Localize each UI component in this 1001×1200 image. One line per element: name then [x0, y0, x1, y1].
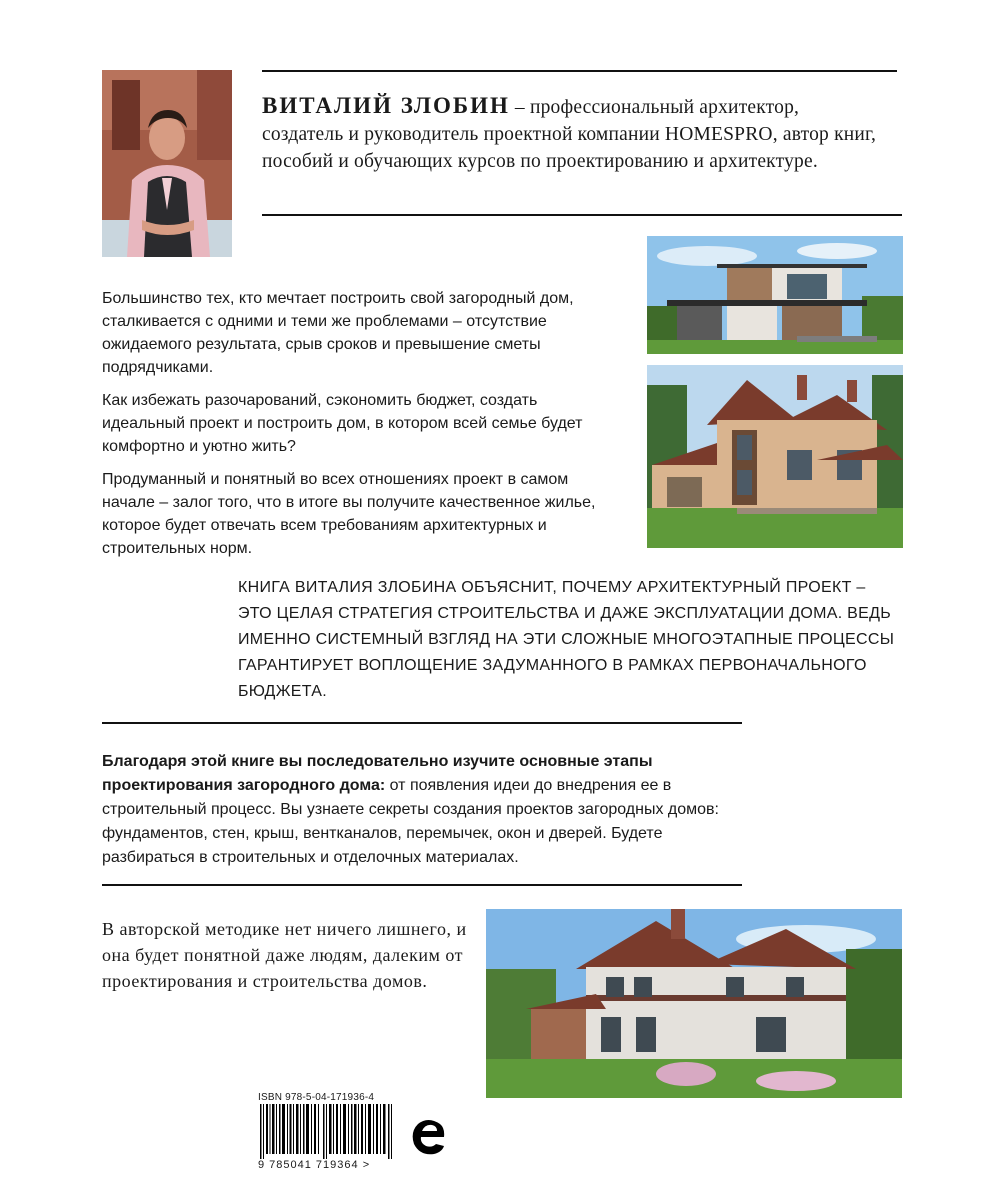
book-strategy-text: КНИГА ВИТАЛИЯ ЗЛОБИНА ОБЪЯСНИТ, ПОЧЕМУ АРХИТЕКТУРНЫЙ ПРОЕКТ – ЭТО ЦЕЛАЯ СТРАТЕГИЯ СТРОИТЕЛЬСТВА И ДАЖЕ ЭКСПЛУАТАЦИИ ДОМА. ВЕДЬ ИМЕННО СИСТЕМНЫЙ ВЗГЛЯД НА ЭТИ СЛОЖНЫЕ МНОГОЭТАПНЫЕ ПРОЦЕССЫ ГАРАНТИРУЕТ ВОПЛОЩЕНИЕ ЗАДУМАННОГО В РАМКАХ ПЕРВОНАЧАЛЬНОГО БЮДЖЕТА. — [238, 579, 895, 700]
author-name: ВИТАЛИЙ ЗЛОБИН — [262, 93, 510, 118]
intro-paragraph-2: Как избежать разочарований, сэкономить бюджет, создать идеальный проект и построить дом, в котором всей семье будет комфортно и уютно жить? — [102, 392, 583, 455]
isbn-label: ISBN 978-5-04-171936-4 — [258, 1092, 375, 1103]
barcode — [258, 1104, 396, 1159]
house-photo-two-storey — [486, 909, 902, 1098]
barcode-digits: 9 785041 719364 > — [258, 1159, 371, 1171]
house-photo-modern — [647, 236, 903, 354]
study-text-rest: от появления идеи до внедрения ее в строительный процесс. Вы узнаете секреты создания проектов загородных домов: фундаментов, стен, крыш, вентканалов, перемычек, окон и дверей. Будете разбираться в строительных и отделочных материалах. — [102, 777, 719, 866]
house-photo-classic — [647, 365, 903, 548]
study-bottom-rule — [102, 884, 742, 886]
intro-text — [102, 287, 624, 570]
study-top-rule — [102, 722, 742, 724]
top-rule — [262, 70, 897, 72]
publisher-logo — [410, 1116, 446, 1158]
bio-rule — [262, 214, 902, 216]
author-bio — [262, 92, 882, 175]
intro-paragraph-3: Продуманный и понятный во всех отношениях проект в самом начале – залог того, что в итоге вы получите качественное жилье, которое будет отвечать всем требованиям архитектурных и строительных норм. — [102, 471, 596, 557]
study-text — [102, 750, 742, 870]
author-bio-text: – профессиональный архитектор, создатель и руководитель проектной компании HOMESPRO, автор книг, пособий и обучающих курсов по проектированию и архитектуре. — [262, 97, 877, 172]
author-photo — [102, 70, 232, 257]
study-text-bold: Благодаря этой книге вы последовательно изучите основные этапы проектирования загородного дома: — [102, 753, 653, 794]
method-text: В авторской методике нет ничего лишнего, и она будет понятной даже людям, далеким от проектирования и строительства домов. — [102, 919, 467, 991]
intro-paragraph-1: Большинство тех, кто мечтает построить свой загородный дом, сталкивается с одними и теми же проблемами – отсутствие ожидаемого результата, срыв сроков и превышение сметы подрядчиками. — [102, 290, 574, 376]
